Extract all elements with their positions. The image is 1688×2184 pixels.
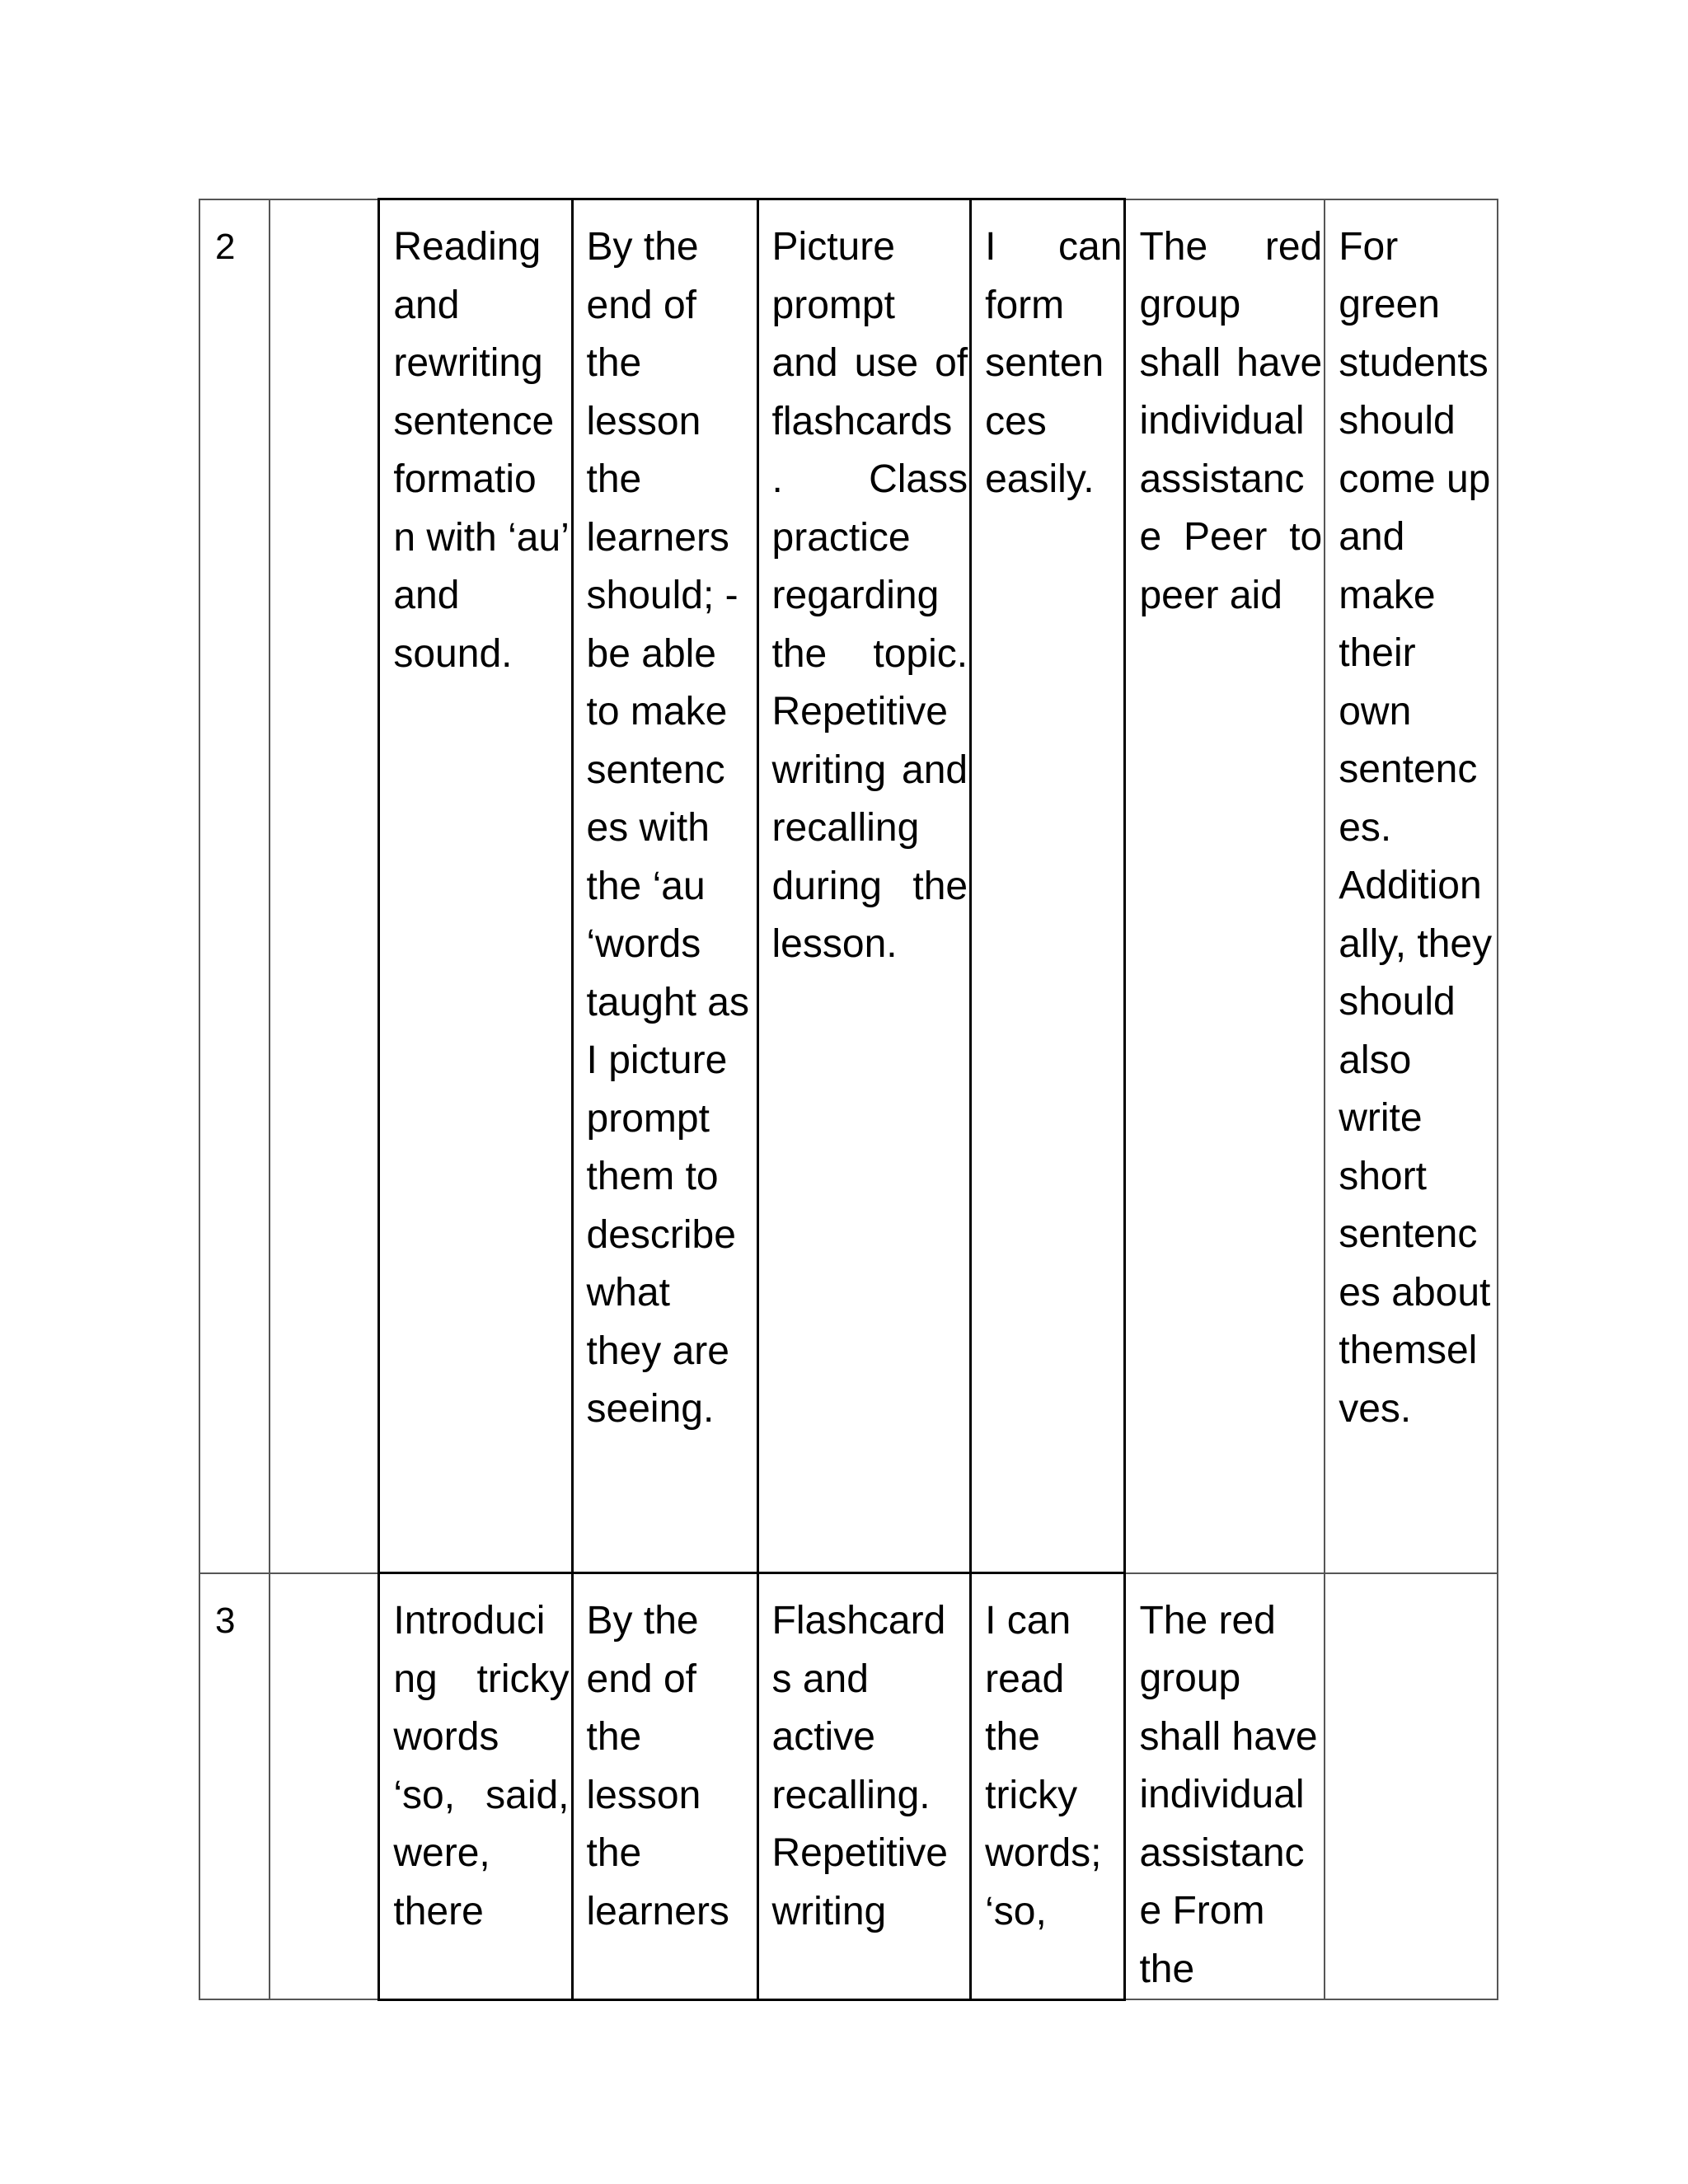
success-criteria-cell (971, 1573, 1125, 2000)
differentiation-red-cell (1125, 199, 1325, 1573)
differentiation-green-cell (1325, 199, 1498, 1573)
blank-cell (270, 1573, 379, 2000)
activities-cell (757, 199, 971, 1573)
objectives-cell (572, 1573, 757, 2000)
lesson-number-cell (199, 199, 270, 1573)
topic-cell (379, 199, 572, 1573)
lesson-number: 3 (215, 1600, 236, 1641)
differentiation-green-text: For green students should come up and make their own sentenc es. Addition ally, they should also write short sentenc es about themsel ves. (1339, 224, 1493, 1431)
lesson-number-cell (199, 1573, 270, 2000)
topic-text: Introduci ng tricky words ‘so, said, were, there (393, 1599, 570, 1933)
topic-cell (379, 1573, 572, 2000)
success-criteria-text: I can form senten ces easily. (985, 225, 1123, 501)
success-criteria-cell (971, 199, 1125, 1573)
table-row (199, 1573, 1498, 2000)
success-criteria-text: I can read the tricky words; ‘so, (985, 1599, 1102, 1933)
activities-text: Picture prompt and use of flashcards . Class practice regarding the topic. Repetitive writing and recalling during the lesson. (771, 225, 968, 966)
lesson-plan-table (199, 198, 1498, 2001)
activities-cell (757, 1573, 971, 2000)
differentiation-red-text: The red group shall have individual assistance From the (1139, 1598, 1318, 1991)
lesson-number: 2 (215, 226, 236, 267)
objectives-cell (572, 199, 757, 1573)
objectives-text: By the end of the lesson the learners should; - be able to make sentenc es with the ‘au ‘words taught as I picture prompt them to describe what they are seeing. (586, 225, 749, 1431)
differentiation-red-cell (1125, 1573, 1325, 2000)
blank-cell (270, 199, 379, 1573)
differentiation-green-cell (1325, 1573, 1498, 2000)
activities-text: Flashcard s and active recalling. Repetitive writing (771, 1599, 948, 1933)
topic-text: Reading and rewriting sentence formatio n with ‘au’ and sound. (393, 225, 569, 676)
table-row (199, 199, 1498, 1573)
objectives-text: By the end of the lesson the learners (586, 1599, 729, 1933)
differentiation-red-text: The red group shall have individual assistance Peer to peer aid (1139, 224, 1323, 617)
